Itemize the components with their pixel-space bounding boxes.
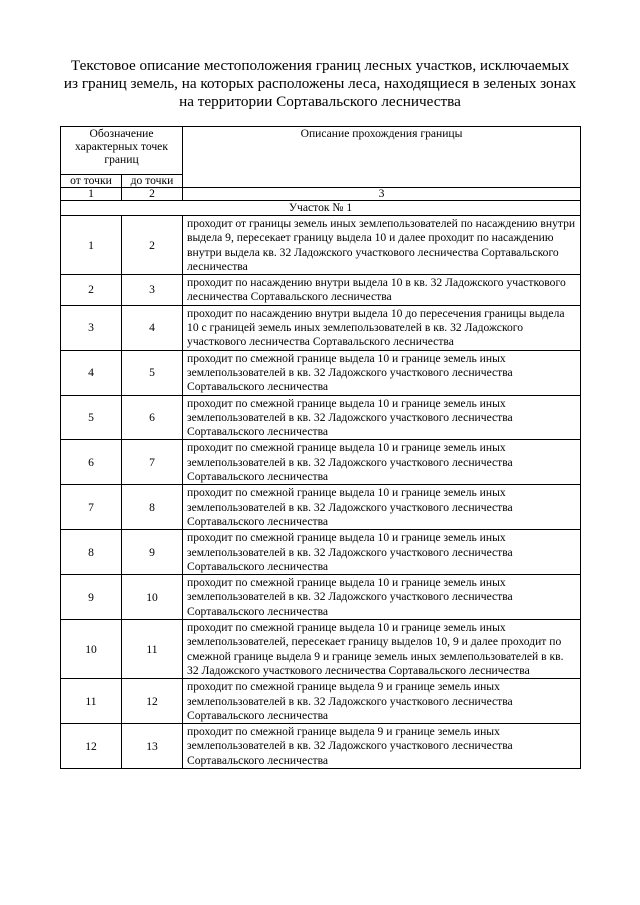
header-from-point: от точки [61,175,122,188]
table-row [61,530,581,575]
boundary-description: проходит по смежной границе выдела 10 и границе земель иных землепользователей в кв. 32 Ладожского участкового лесничества Сортавальского лесничества [183,575,581,620]
document-title [30,57,610,111]
from-point: 2 [61,275,122,306]
table-row [61,440,581,485]
to-point: 9 [122,530,183,575]
header-description: Описание прохождения границы [183,127,581,188]
from-point: 9 [61,575,122,620]
from-point: 12 [61,724,122,769]
to-point: 3 [122,275,183,306]
to-point: 7 [122,440,183,485]
to-point: 13 [122,724,183,769]
boundary-description: проходит по смежной границе выдела 10 и границе земель иных землепользователей в кв. 32 Ладожского участкового лесничества Сортавальского лесничества [183,440,581,485]
to-point: 8 [122,485,183,530]
boundary-description: проходит от границы земель иных землепользователей по насаждению внутри выдела 9, пересекает границу выдела 10 и далее проходит по насаждению внутри выдела кв. 32 Ладожского участкового лесничества Сортавальского лесничества [183,216,581,275]
title-line-3: на территории Сортавальского лесничества [179,93,461,110]
from-point: 1 [61,216,122,275]
boundary-description: проходит по насаждению внутри выдела 10 в кв. 32 Ладожского участкового лесничества Сортавальского лесничества [183,275,581,306]
to-point: 12 [122,679,183,724]
boundary-description: проходит по смежной границе выдела 10 и границе земель иных землепользователей, пересекает границу выделов 10, 9 и далее проходит по смежной границе выдела 9 и границе земель иных землепользователей в кв. 32 Ладожского участкового лесничества Сортавальского лесничества [183,620,581,679]
column-number-3: 3 [183,188,581,201]
table-row [61,305,581,350]
header-points: Обозначение характерных точек границ [61,127,183,175]
from-point: 8 [61,530,122,575]
to-point: 4 [122,305,183,350]
table-row [61,275,581,306]
section-title: Участок № 1 [61,201,581,216]
table-row [61,679,581,724]
to-point: 6 [122,395,183,440]
boundary-description: проходит по насаждению внутри выдела 10 до пересечения границы выдела 10 с границей земель иных землепользователей в кв. 32 Ладожского участкового лесничества Сортавальского лесничества [183,305,581,350]
from-point: 10 [61,620,122,679]
boundary-description: проходит по смежной границе выдела 9 и границе земель иных землепользователей в кв. 32 Ладожского участкового лесничества Сортавальского лесничества [183,724,581,769]
table-row [61,724,581,769]
from-point: 5 [61,395,122,440]
table-row [61,485,581,530]
boundary-description: проходит по смежной границе выдела 10 и границе земель иных землепользователей в кв. 32 Ладожского участкового лесничества Сортавальского лесничества [183,350,581,395]
column-number-1: 1 [61,188,122,201]
from-point: 3 [61,305,122,350]
table-row [61,216,581,275]
from-point: 11 [61,679,122,724]
from-point: 4 [61,350,122,395]
header-to-point: до точки [122,175,183,188]
from-point: 6 [61,440,122,485]
column-number-2: 2 [122,188,183,201]
boundary-description: проходит по смежной границе выдела 10 и границе земель иных землепользователей в кв. 32 Ладожского участкового лесничества Сортавальского лесничества [183,485,581,530]
boundary-description: проходит по смежной границе выдела 9 и границе земель иных землепользователей в кв. 32 Ладожского участкового лесничества Сортавальского лесничества [183,679,581,724]
from-point: 7 [61,485,122,530]
table-row [61,620,581,679]
table-row [61,350,581,395]
to-point: 11 [122,620,183,679]
to-point: 5 [122,350,183,395]
title-line-1: Текстовое описание местоположения границ лесных участков, исключаемых [70,57,570,74]
table-row [61,395,581,440]
table-row [61,575,581,620]
to-point: 2 [122,216,183,275]
boundary-table [60,126,581,769]
to-point: 10 [122,575,183,620]
title-line-2: из границ земель, на которых расположены леса, находящиеся в зеленых зонах [63,75,577,92]
boundary-description: проходит по смежной границе выдела 10 и границе земель иных землепользователей в кв. 32 Ладожского участкового лесничества Сортавальского лесничества [183,530,581,575]
boundary-description: проходит по смежной границе выдела 10 и границе земель иных землепользователей в кв. 32 Ладожского участкового лесничества Сортавальского лесничества [183,395,581,440]
